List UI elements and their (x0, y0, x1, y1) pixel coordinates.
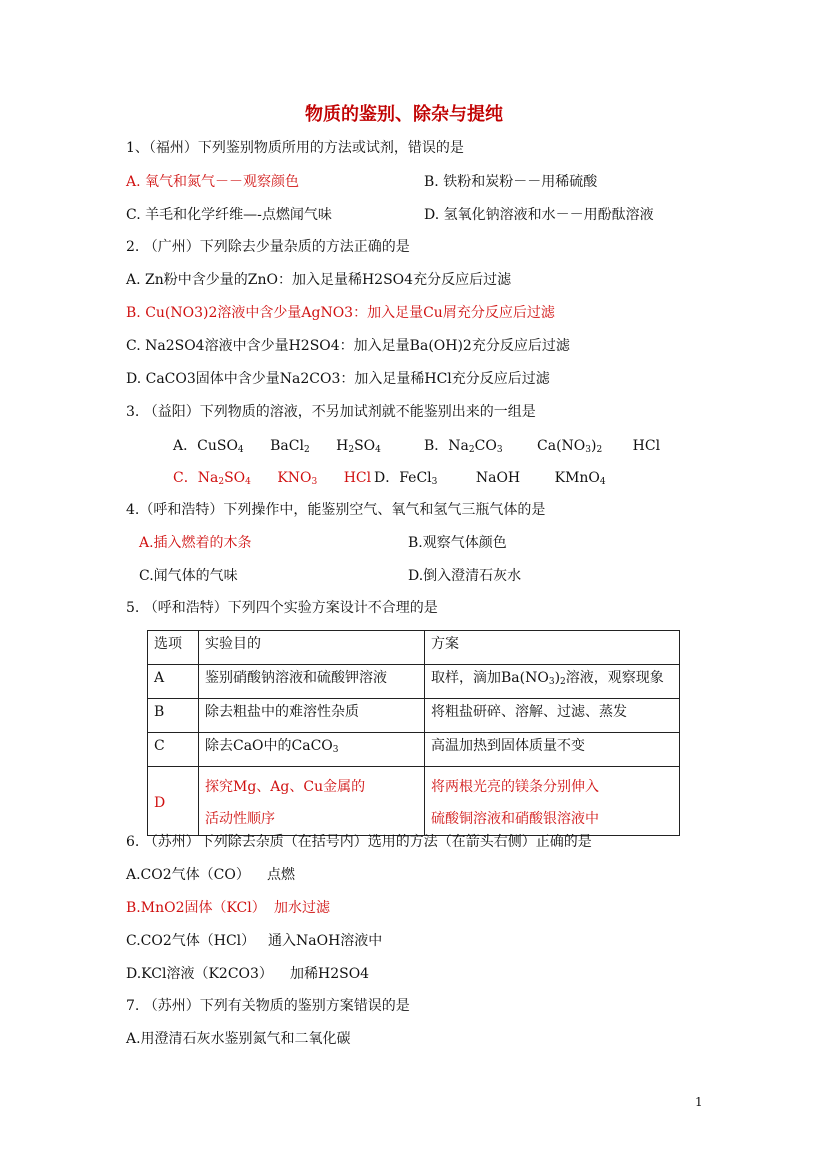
q4-stem: 4.（呼和浩特）下列操作中，能鉴别空气、氧气和氢气三瓶气体的是 (126, 502, 546, 518)
q3-option-b (424, 437, 660, 459)
header-cell: 实验目的 (199, 631, 425, 665)
table-cell: B (148, 699, 199, 733)
header-cell: 选项 (148, 631, 199, 665)
formula: FeCl (399, 470, 432, 486)
q6-option-c (126, 932, 383, 950)
q6-option-d (126, 965, 370, 983)
option-label: D． (374, 470, 400, 486)
q4-option-a: A.插入燃着的木条 (139, 535, 252, 551)
formula: Na (448, 438, 469, 454)
goal-text: 除去CaO中的CaCO (205, 738, 333, 754)
q1-option-d: D. 氢氧化钠溶液和水－－用酚酞溶液 (424, 207, 654, 223)
table-row (148, 767, 680, 836)
subscript: 4 (375, 445, 381, 455)
table-cell: 除去粗盐中的难溶性杂质 (199, 699, 425, 733)
q2-stem: 2. （广州）下列除去少量杂质的方法正确的是 (126, 239, 410, 255)
goal-line: 活动性顺序 (205, 811, 275, 827)
table-cell: 将粗盐研碎、溶解、过滤、蒸发 (425, 699, 680, 733)
formula: BaCl (270, 438, 304, 454)
formula: KMnO (554, 470, 600, 486)
q1-option-a: A. 氧气和氮气－－观察颜色 (126, 174, 300, 190)
option-method: 点燃 (267, 867, 295, 883)
option-label: C． (173, 470, 198, 486)
formula: Ca(NO (537, 438, 586, 454)
option-substance: D.KCl溶液（K2CO3） (126, 966, 273, 982)
table-cell: 高温加热到固体质量不变 (425, 733, 680, 767)
q2-option-b: B. Cu(NO3)2溶液中含少量AgNO3：加入足量Cu屑充分反应后过滤 (126, 305, 555, 321)
plan-text: 取样，滴加Ba(NO (431, 670, 549, 686)
table-cell: 鉴别硝酸钠溶液和硫酸钾溶液 (199, 665, 425, 699)
plan-text: ) (554, 670, 561, 686)
formula: Na (197, 470, 219, 486)
option-label: A． (173, 438, 198, 454)
table-header-row (148, 631, 680, 665)
q4-option-d: D.倒入澄清石灰水 (408, 568, 522, 584)
table-cell (199, 733, 425, 767)
table-row (148, 733, 680, 767)
q6-option-b (126, 899, 330, 917)
formula: SO (354, 438, 376, 454)
option-method: 通入NaOH溶液中 (268, 933, 383, 949)
subscript: 3 (496, 445, 503, 455)
formula: SO (224, 470, 246, 486)
q2-option-a: A. Zn粉中含少量的ZnO：加入足量稀H2SO4充分反应后过滤 (126, 272, 512, 288)
q2-option-c: C. Na2SO4溶液中含少量H2SO4：加入足量Ba(OH)2充分反应后过滤 (126, 338, 570, 354)
q3-option-a (173, 437, 381, 459)
table-cell (425, 767, 680, 836)
table-cell (199, 767, 425, 836)
option-method: 加水过滤 (274, 900, 330, 916)
option-substance: C.CO2气体（HCl） (126, 933, 256, 949)
table-cell: C (148, 733, 199, 767)
subscript: 3 (311, 477, 318, 487)
q4-option-c: C.闻气体的气味 (139, 568, 238, 584)
q4-option-b: B.观察气体颜色 (408, 535, 507, 551)
table-row (148, 699, 680, 733)
table-row (148, 665, 680, 699)
formula: ) (591, 438, 597, 454)
q2-option-d: D. CaCO3固体中含少量Na2CO3：加入足量稀HCl充分反应后过滤 (126, 371, 550, 387)
table-cell (425, 665, 680, 699)
q7-stem: 7. （苏州）下列有关物质的鉴别方案错误的是 (126, 998, 410, 1014)
subscript: 2 (596, 445, 603, 455)
q3-stem: 3. （益阳）下列物质的溶液，不另加试剂就不能鉴别出来的一组是 (126, 404, 536, 420)
subscript: 3 (585, 445, 592, 455)
table-cell: D (148, 767, 199, 836)
subscript: 3 (548, 677, 555, 687)
goal-line: 探究Mg、Ag、Cu金属的 (205, 779, 366, 795)
subscript: 2 (348, 445, 355, 455)
subscript: 2 (218, 477, 225, 487)
formula: KNO (277, 470, 312, 486)
q1-stem: 1、（福州）下列鉴别物质所用的方法或试剂，错误的是 (126, 140, 464, 156)
subscript: 3 (431, 477, 438, 487)
page-title: 物质的鉴别、除杂与提纯 (305, 104, 503, 125)
formula: HCl (632, 438, 661, 454)
plan-line: 硫酸铜溶液和硝酸银溶液中 (431, 811, 599, 827)
option-substance: B.MnO2固体（KCl） (126, 900, 266, 916)
formula: CO (474, 438, 497, 454)
option-substance: A.CO2气体（CO） (126, 867, 250, 883)
q6-stem: 6. （苏州）下列除去杂质（在括号内）选用的方法（在箭头右侧）正确的是 (126, 834, 592, 850)
subscript: 4 (599, 477, 606, 487)
header-cell: 方案 (425, 631, 680, 665)
q3-option-d (374, 469, 606, 491)
formula: NaOH (475, 470, 521, 486)
formula: HCl (343, 470, 372, 486)
q6-option-a (126, 866, 295, 884)
subscript: 2 (560, 677, 566, 687)
option-method: 加稀H2SO4 (290, 966, 370, 982)
q3-option-c (173, 469, 371, 491)
subscript: 2 (468, 445, 475, 455)
q5-stem: 5. （呼和浩特）下列四个实验方案设计不合理的是 (126, 600, 438, 616)
q7-option-a: A.用澄清石灰水鉴别氮气和二氧化碳 (126, 1031, 351, 1047)
q1-option-b: B. 铁粉和炭粉－－用稀硫酸 (424, 174, 598, 190)
subscript: 2 (303, 445, 310, 455)
q1-option-c: C. 羊毛和化学纤维—-点燃闻气味 (126, 207, 332, 223)
subscript: 4 (237, 445, 244, 455)
option-label: B． (424, 438, 449, 454)
formula: CuSO (197, 438, 238, 454)
formula: H (336, 438, 349, 454)
plan-line: 将两根光亮的镁条分别伸入 (431, 779, 599, 795)
subscript: 4 (245, 477, 251, 487)
subscript: 3 (332, 745, 339, 755)
page-number: 1 (695, 1095, 703, 1109)
table-cell: A (148, 665, 199, 699)
plan-text: 溶液，观察现象 (565, 670, 664, 686)
experiment-table (147, 630, 680, 836)
